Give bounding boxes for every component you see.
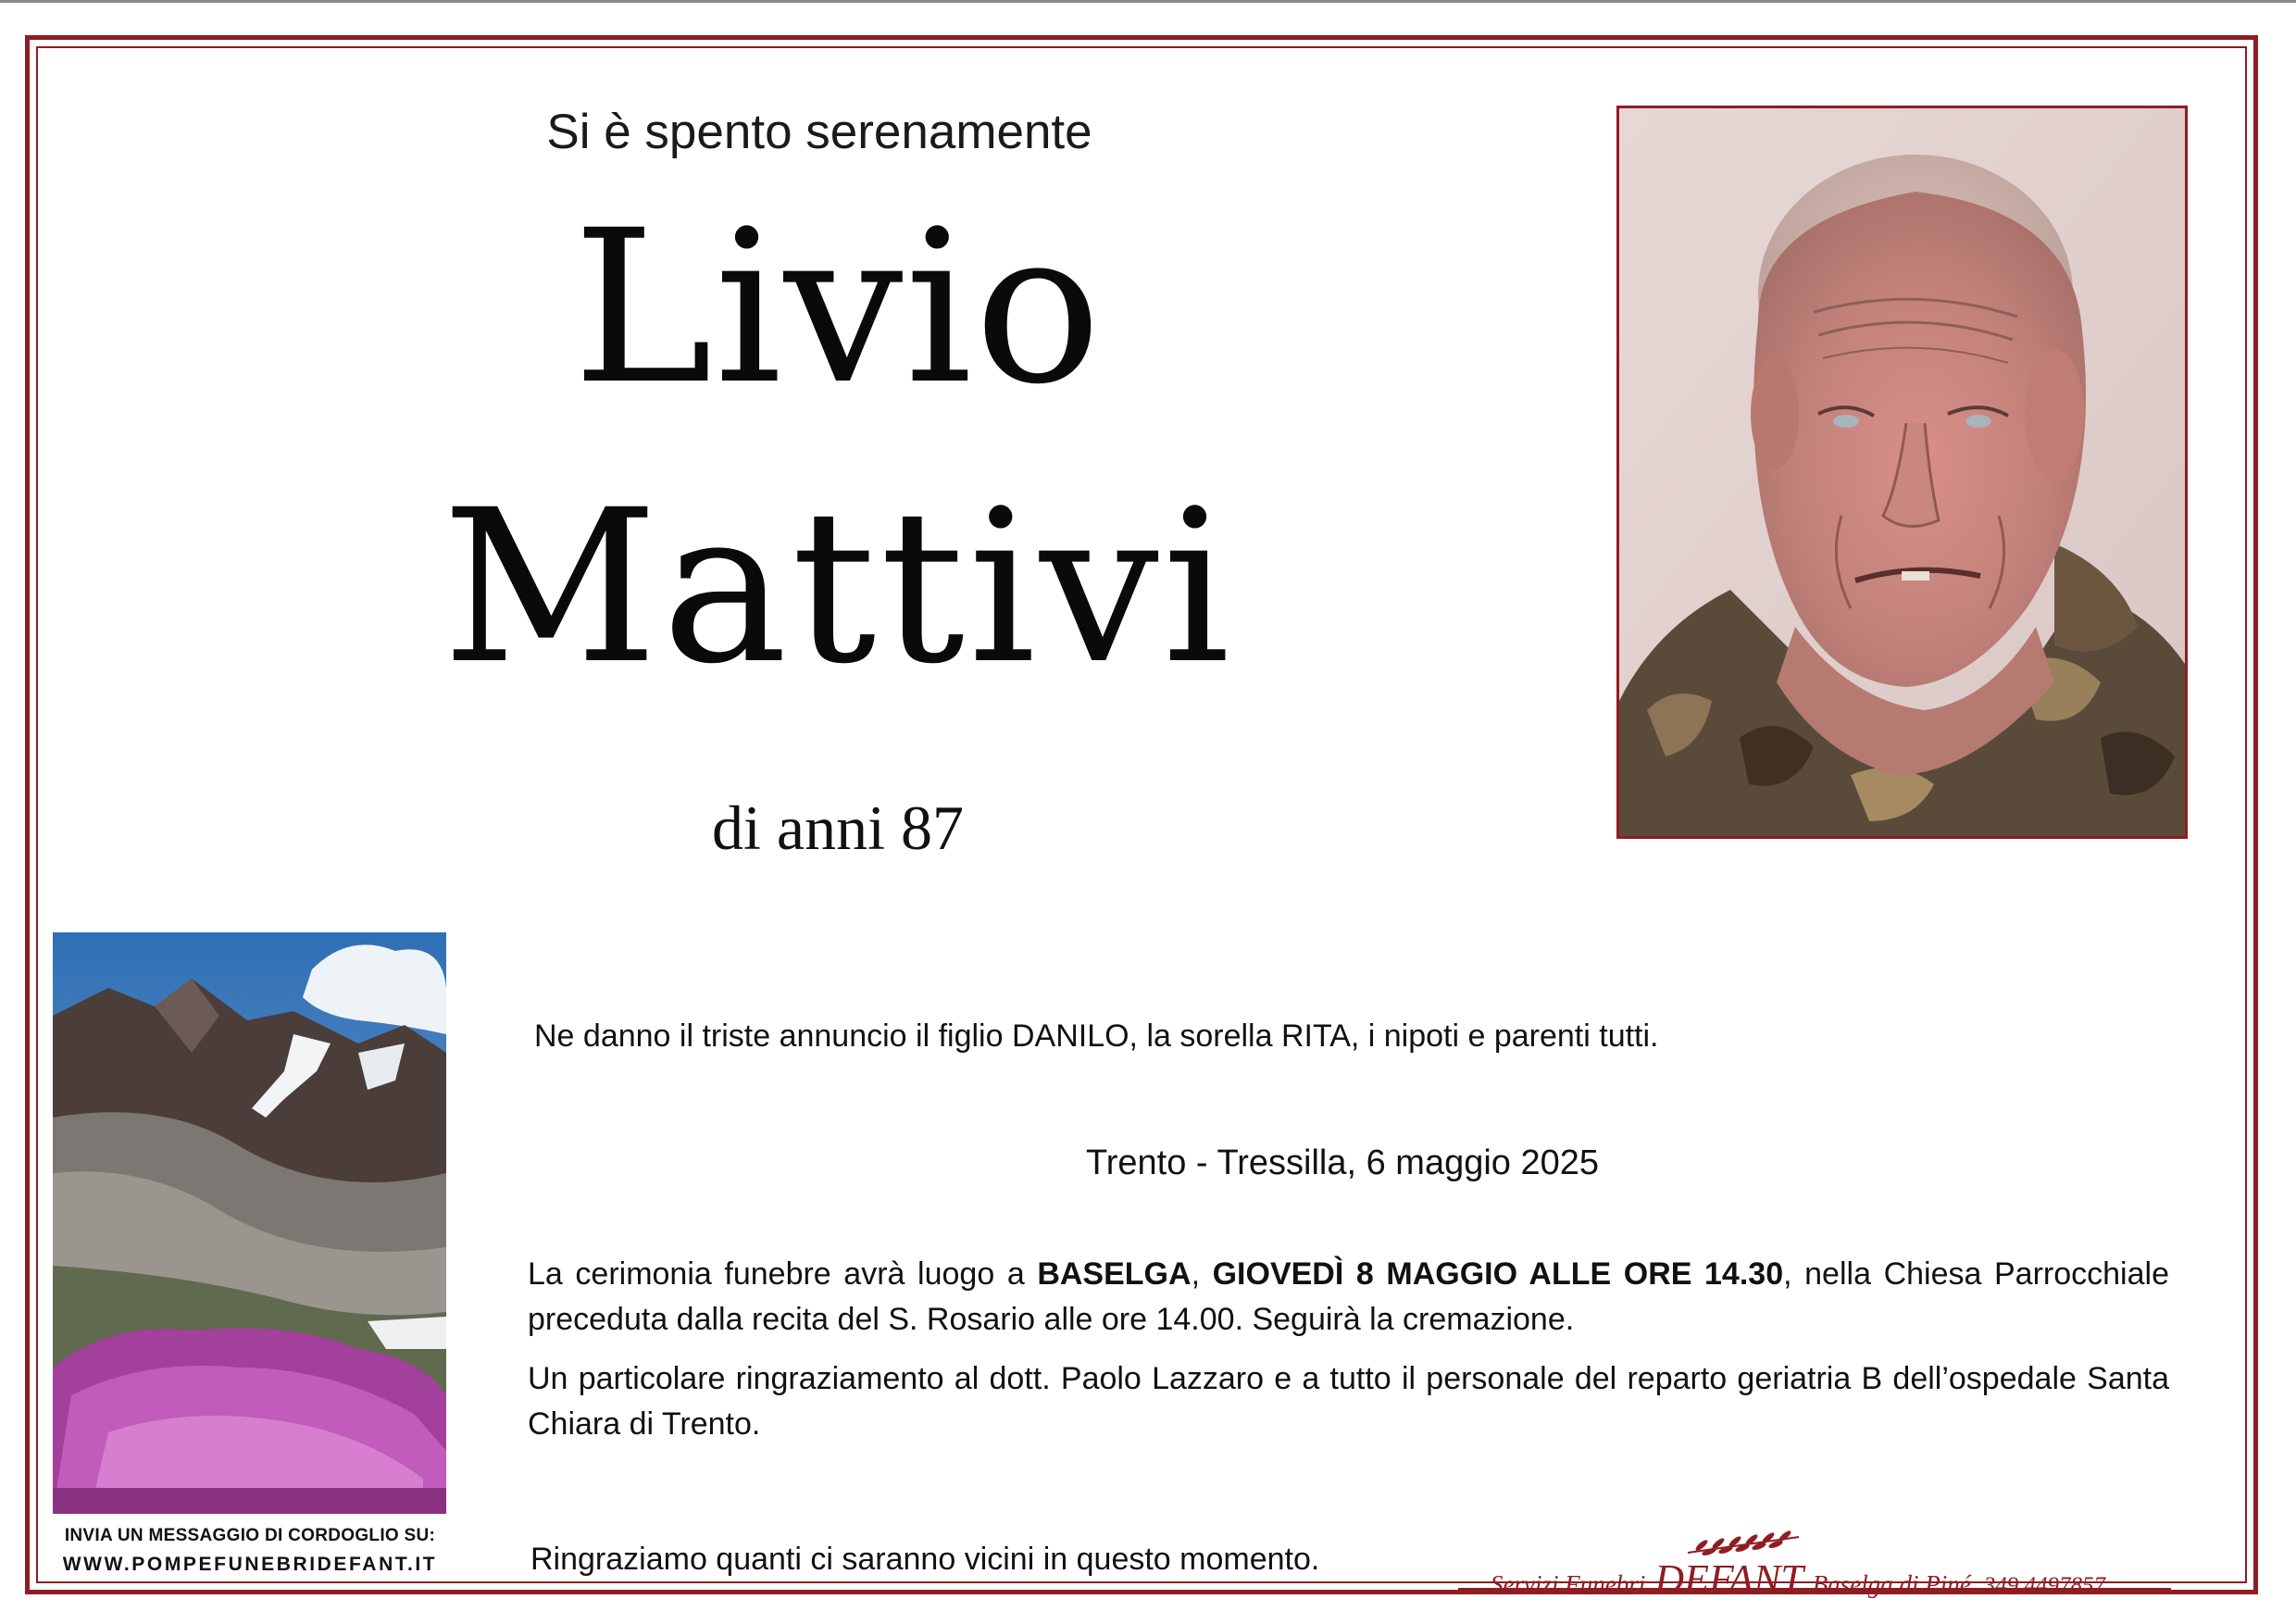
thanks-text: Ringraziamo quanti ci saranno vicini in questo momento. <box>530 1542 1320 1577</box>
condolence-website[interactable]: WWW.POMPEFUNEBRIDEFANT.IT <box>62 1554 438 1575</box>
acknowledgement-paragraph: Un particolare ringraziamento al dott. Paolo Lazzaro e a tutto il personale del reparto geriatria B dell’ospedale Santa Chiara di Trento. <box>528 1361 2169 1442</box>
ceremony-text-2: , <box>1191 1256 1213 1292</box>
footer-phone: 349 4497857 <box>1983 1573 2106 1598</box>
ceremony-text-3: , nella Chiesa Parrocchiale preceduta dalla recita del S. Rosario alle ore 14.00. Seguirà la cremazione. <box>528 1256 2169 1337</box>
ceremony-text-1: La cerimonia funebre avrà luogo a <box>528 1256 1038 1292</box>
first-name: Livio <box>572 184 1104 431</box>
laurel-logo-icon <box>1683 1530 1803 1557</box>
ceremony-datetime: GIOVEDÌ 8 MAGGIO ALLE ORE 14.30 <box>1212 1256 1784 1292</box>
top-rule <box>0 0 2296 3</box>
landscape-photo <box>53 932 446 1514</box>
place-date-text: Trento - Tressilla, 6 maggio 2025 <box>1085 1143 1600 1182</box>
age-text: di anni 87 <box>712 793 964 863</box>
mountain-illustration <box>53 932 446 1514</box>
condolence-block <box>46 1526 454 1576</box>
footer-brand: DEFANT <box>1654 1556 1803 1602</box>
portrait-photo <box>1616 106 2188 839</box>
last-name: Mattivi <box>442 464 1234 710</box>
condolence-line1: INVIA UN MESSAGGIO DI CORDOGLIO SU: <box>64 1526 436 1545</box>
announcement-text: Ne danno il triste annuncio il figlio DANILO, la sorella RITA, i nipoti e parenti tutti. <box>534 1018 1659 1054</box>
intro-text: Si è spento serenamente <box>546 105 1092 159</box>
footer-service: Servizi Funebri <box>1491 1570 1646 1598</box>
ceremony-place: BASELGA <box>1037 1256 1192 1292</box>
ceremony-paragraph <box>528 1252 2169 1343</box>
footer-location: Baselga di Piné <box>1812 1570 1971 1598</box>
footer-signature <box>1491 1555 2259 1602</box>
portrait-illustration <box>1619 108 2185 836</box>
